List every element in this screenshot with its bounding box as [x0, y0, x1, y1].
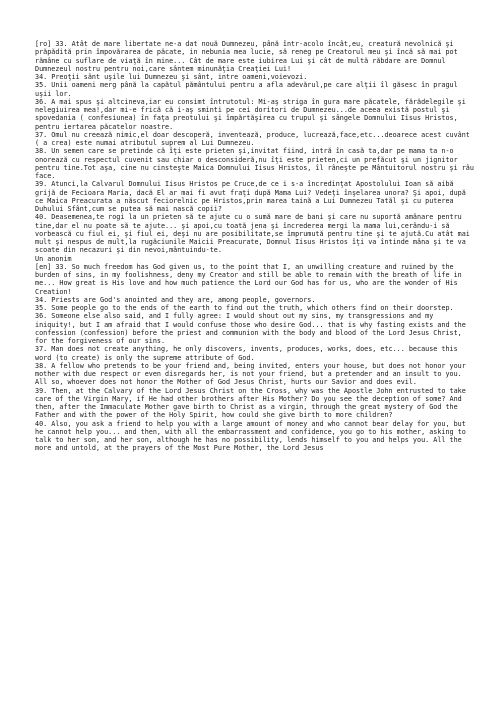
en-paragraph-35: 35. Some people go to the ends of the earth to find out the truth, which others find on their doorstep.	[35, 304, 454, 312]
en-paragraph-36: 36. Someone else also said, and I fully agree: I would shout out my sins, my transgressions and my iniquity!, but I am afraid that I would confuse those who desire God... that is why fasting exists and the confession (confession) before the priest and communion with the body and blood of the Lord Jesus Christ, for the forgiveness of our sins.	[35, 312, 466, 345]
en-paragraph-37: 37. Man does not create anything, he only discovers, invents, produces, works, does, etc... because this word (to create) is only the supreme attribute of God.	[35, 345, 458, 362]
ro-paragraph-38: 38. Un semen care se pretinde că îţi este prieten şi,invitat fiind, intră în casă ta,dar pe mama ta n-o onorează cu respectul cuvenit sau chiar o desconsideră,nu îţi este prieten,ci un prefăcut şi un jignitor pentru tine.Tot aşa, cine nu cinsteşte Maica Domnului Iisus Hristos, îl râneşte pe Mântuitorul nostru şi râu face.	[35, 147, 474, 180]
en-paragraph-33: [en] 33. So much freedom has God given us, to the point that I, an unwilling creature and ruined by the burden of sins, in my foolishness, deny my Creator and still be able to remain with the breath of life in me... How great is His love and how much patience the Lord our God has for us, who are the wonder of His Creation!	[35, 262, 462, 296]
en-paragraph-38: 38. A fellow who pretends to be your friend and, being invited, enters your house, but does not honor your mother with due respect or even disregards her, is not your friend, but a pretender and an insult to you. All so, whoever does not honor the Mother of God Jesus Christ, hurts our Savior and does evil.	[35, 361, 466, 387]
ro-paragraph-40: 40. Deasemenea,te rogi la un prieten să te ajute cu o sumă mare de bani şi care nu suportă amânare pentru tine,dar el nu poate să te ajute... şi apoi,cu toată jena şi încrederea mergi la mama lui,cerându-i să vorbească cu fiul ei, şi fiul ei, deşi nu are posibilitate,se împrumută pentru tine şi te ajută.Cu atât mai mult şi nespus de mult,la rugăciunile Maicii Preacurate, Domnul Iisus Hristos îţi va întinde mâna şi te va scoate din necazuri şi din nevoi,mântuindu-te.	[35, 213, 470, 255]
ro-paragraph-35: 35. Unii oameni merg până la capătul pământului pentru a afla adevărul,pe care alţii îl găsesc în pragul uşii lor.	[35, 81, 458, 98]
en-paragraph-34: 34. Priests are God's anointed and they are, among people, governors.	[35, 295, 316, 304]
ro-paragraph-37: 37. Omul nu creează nimic,el doar descoperă, inventează, produce, lucrează,face,etc...deoarece acest cuvânt ( a crea) este numai atributul suprem al Lui Dumnezeu.	[35, 130, 470, 147]
en-paragraph-39: 39. Then, at the Calvary of the Lord Jesus Christ on the Cross, why was the Apostle John entrusted to take care of the Virgin Mary, if He had other brothers after His Mother? Do you see the deception of some? And then, after the Immaculate Mother gave birth to Christ as a virgin, through the great mystery of God the Father and with the power of the Holy Spirit, how could she give birth to more children?	[35, 386, 466, 420]
ro-paragraph-34: 34. Preoţii sânt uşile lui Dumnezeu şi sânt, intre oameni,voievozi.	[35, 73, 308, 81]
en-paragraph-40: 40. Also, you ask a friend to help you with a large amount of money and who cannot bear delay for you, but he cannot help you... and then, with all the embarrassment and confidence, you go to his mother, asking to talk to her son, and her son, although he has no possibility, lends himself to you and helps you. All the more and untold, at the prayers of the Most Pure Mother, the Lord Jesus	[35, 419, 466, 453]
document-text	[35, 40, 475, 453]
ro-paragraph-36: 36. A mai spus şi altcineva,iar eu consimt întrutotul: Mi-aş striga în gura mare păcatele, fărădelegile şi nelegiuirea mea!,dar mi-e frică că i-aş sminti pe cei doritori de Dumnezeu...de aceea există postul şi spovedania ( confesiunea) în faţa preotului şi împărtăşirea cu trupul şi sângele Domnului Iisus Hristos, pentru iertarea păcatelor noastre.	[35, 97, 466, 131]
signature: Un anonim	[35, 254, 72, 263]
ro-paragraph-39: 39. Atunci,la Calvarul Domnului Iisus Hristos pe Cruce,de ce i s-a încredinţat Apostolului Ioan să aibă grijă de Fecioara Maria, dacă El ar mai fi avut fraţi după Mama Lui? Vedeţi înşelarea unora? Şi apoi, după ce Maica Preacurata a născut feciorelnic pe Hristos,prin marea taină a Lui Dumnezeu Tatăl şi cu puterea Duhului Sfânt,cum se putea să mai nască copii?	[35, 180, 466, 213]
ro-paragraph-33: [ro] 33. Atât de mare libertate ne-a dat nouă Dumnezeu, până într-acolo încât,eu, creatură nevolnică şi prăpădită prin împovărarea de păcate, in nebunia mea lucie, să reneg pe Creatorul meu şi încă să mai pot rămâne cu suflare de viaţă în mine... Cât de mare este iubirea Lui şi cât de multă răbdare are Domnul Dumnezeul nostru pentru noi,care sântem minunăţia Creaţiei Lui!	[35, 40, 458, 73]
